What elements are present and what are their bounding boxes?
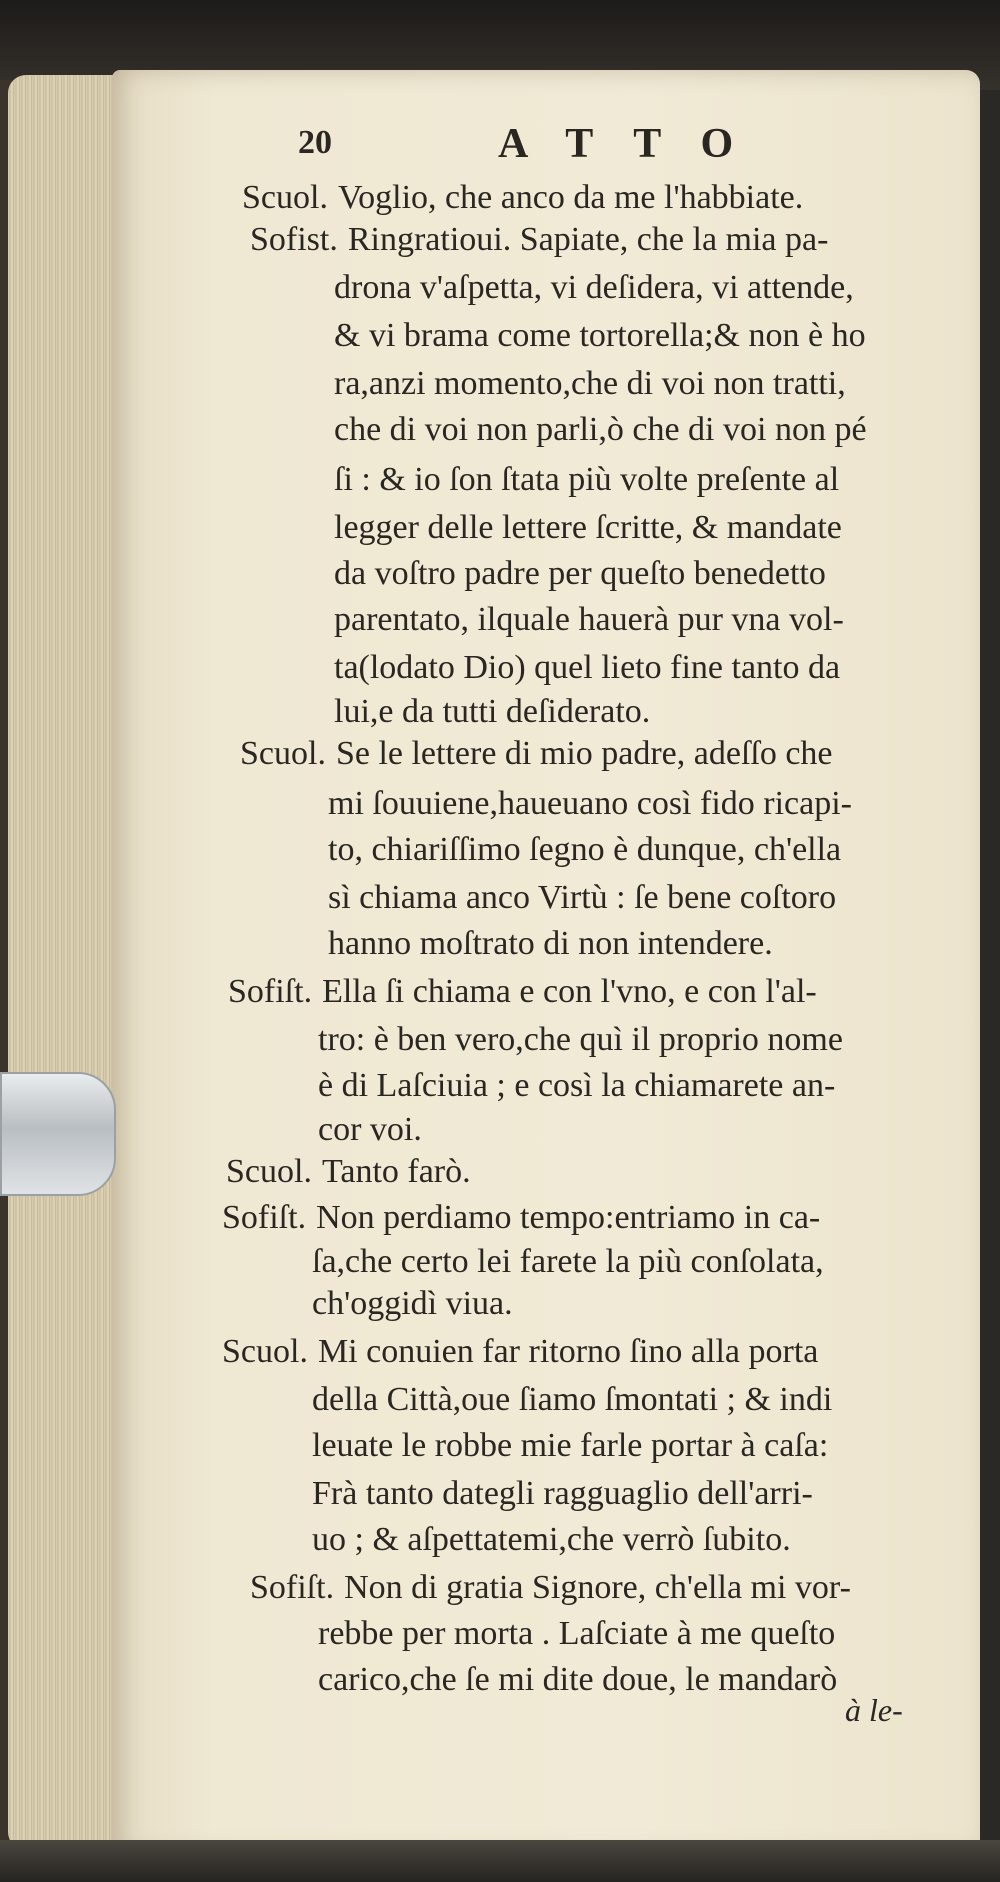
line-text: che di voi non parli,ò che di voi non pé <box>334 411 867 448</box>
line-text: Non perdiamo tempo:entriamo in ca- <box>316 1199 821 1236</box>
text-line <box>318 1108 422 1152</box>
text-line <box>226 1150 471 1194</box>
line-text: Frà tanto dategli ragguaglio dell'arri- <box>312 1475 813 1512</box>
text-line <box>334 314 866 358</box>
text-line <box>222 1330 818 1374</box>
line-text: Ringratioui. Sapiate, che la mia pa- <box>347 221 829 258</box>
text-line <box>312 1424 828 1468</box>
speaker-label: Sofiſt. <box>250 1569 335 1606</box>
line-text: Ella ſi chiama e con l'vno, e con l'al- <box>322 973 817 1010</box>
text-line <box>318 1018 843 1062</box>
text-line <box>334 598 844 642</box>
line-text: to, chiariſſimo ſegno è dunque, ch'ella <box>328 831 842 868</box>
text-line <box>240 732 833 776</box>
line-text: legger delle lettere ſcritte, & mandate <box>334 509 842 546</box>
text-line <box>334 646 840 690</box>
speaker-label: Scuol. <box>240 735 326 772</box>
text-line <box>312 1240 824 1284</box>
text-line <box>328 876 836 920</box>
line-text: Voglio, che anco da me l'habbiate. <box>337 179 804 216</box>
speaker-label: Scuol. <box>226 1153 312 1190</box>
line-text: mi ſouuiene,haueuano così fido ricapi- <box>328 785 852 822</box>
text-line <box>312 1518 791 1562</box>
line-text: ta(lodato Dio) quel lieto fine tanto da <box>334 649 841 686</box>
text-line <box>318 1612 835 1656</box>
text-line <box>312 1378 832 1422</box>
line-text: lui,e da tutti deſiderato. <box>334 693 651 730</box>
line-text: sì chiama anco Virtù : ſe bene coſtoro <box>328 879 837 916</box>
text-line <box>334 362 846 406</box>
line-text: Non di gratia Signore, ch'ella mi vor- <box>344 1569 851 1606</box>
text-line <box>242 176 803 220</box>
line-text: parentato, ilquale hauerà pur vna vol- <box>334 601 844 638</box>
line-text: Mi conuien far ritorno ſino alla porta <box>317 1333 819 1370</box>
text-line <box>222 1196 820 1240</box>
text-line <box>334 266 854 310</box>
text-line <box>328 828 841 872</box>
line-text: carico,che ſe mi dite doue, le mandarò <box>318 1661 838 1698</box>
line-text: & vi brama come tortorella;& non è ho <box>334 317 866 354</box>
text-line <box>334 408 867 452</box>
line-text: drona v'aſpetta, vi deſidera, vi attende, <box>334 269 854 306</box>
line-text: ſa,che certo lei farete la più conſolata, <box>312 1243 824 1280</box>
line-text: ch'oggidì viua. <box>312 1285 513 1322</box>
line-text: è di Laſciuia ; e così la chiamarete an- <box>318 1067 836 1104</box>
text-line <box>334 506 842 550</box>
text-line <box>228 970 817 1014</box>
speaker-label: Sofist. <box>250 221 338 258</box>
text-line <box>334 458 839 502</box>
text-line <box>318 1658 837 1702</box>
text-line <box>318 1064 835 1108</box>
line-text: cor voi. <box>318 1111 422 1148</box>
speaker-label: Sofiſt. <box>222 1199 307 1236</box>
text-line <box>312 1472 813 1516</box>
text-line <box>250 218 828 262</box>
line-text: leuate le robbe mie farle portar à caſa: <box>312 1427 829 1464</box>
line-text: rebbe per morta . Laſciate à me queſto <box>318 1615 836 1652</box>
catchword: à le- <box>845 1692 903 1728</box>
text-line <box>328 782 852 826</box>
text-line <box>312 1282 513 1326</box>
line-text: della Città,oue ſiamo ſmontati ; & indi <box>312 1381 833 1418</box>
text-line <box>328 922 773 966</box>
text-line <box>250 1566 851 1610</box>
running-head: ATTO <box>498 121 774 167</box>
line-text: uo ; & aſpettatemi,che verrò ſubito. <box>312 1521 791 1558</box>
line-text: ra,anzi momento,che di voi non tratti, <box>334 365 846 402</box>
page-number: 20 <box>298 124 332 161</box>
speaker-label: Scuol. <box>242 179 328 216</box>
line-text: ſi : & io ſon ſtata più volte preſente al <box>334 461 840 498</box>
line-text: hanno moſtrato di non intendere. <box>328 925 773 962</box>
text-line <box>334 552 826 596</box>
text-line <box>334 690 650 734</box>
line-text: da voſtro padre per queſto benedetto <box>334 555 826 592</box>
line-text: Se le lettere di mio padre, adeſſo che <box>335 735 833 772</box>
speaker-label: Scuol. <box>222 1333 308 1370</box>
line-text: Tanto farò. <box>321 1153 471 1190</box>
speaker-label: Sofiſt. <box>228 973 313 1010</box>
line-text: tro: è ben vero,che quì il proprio nome <box>318 1021 843 1058</box>
